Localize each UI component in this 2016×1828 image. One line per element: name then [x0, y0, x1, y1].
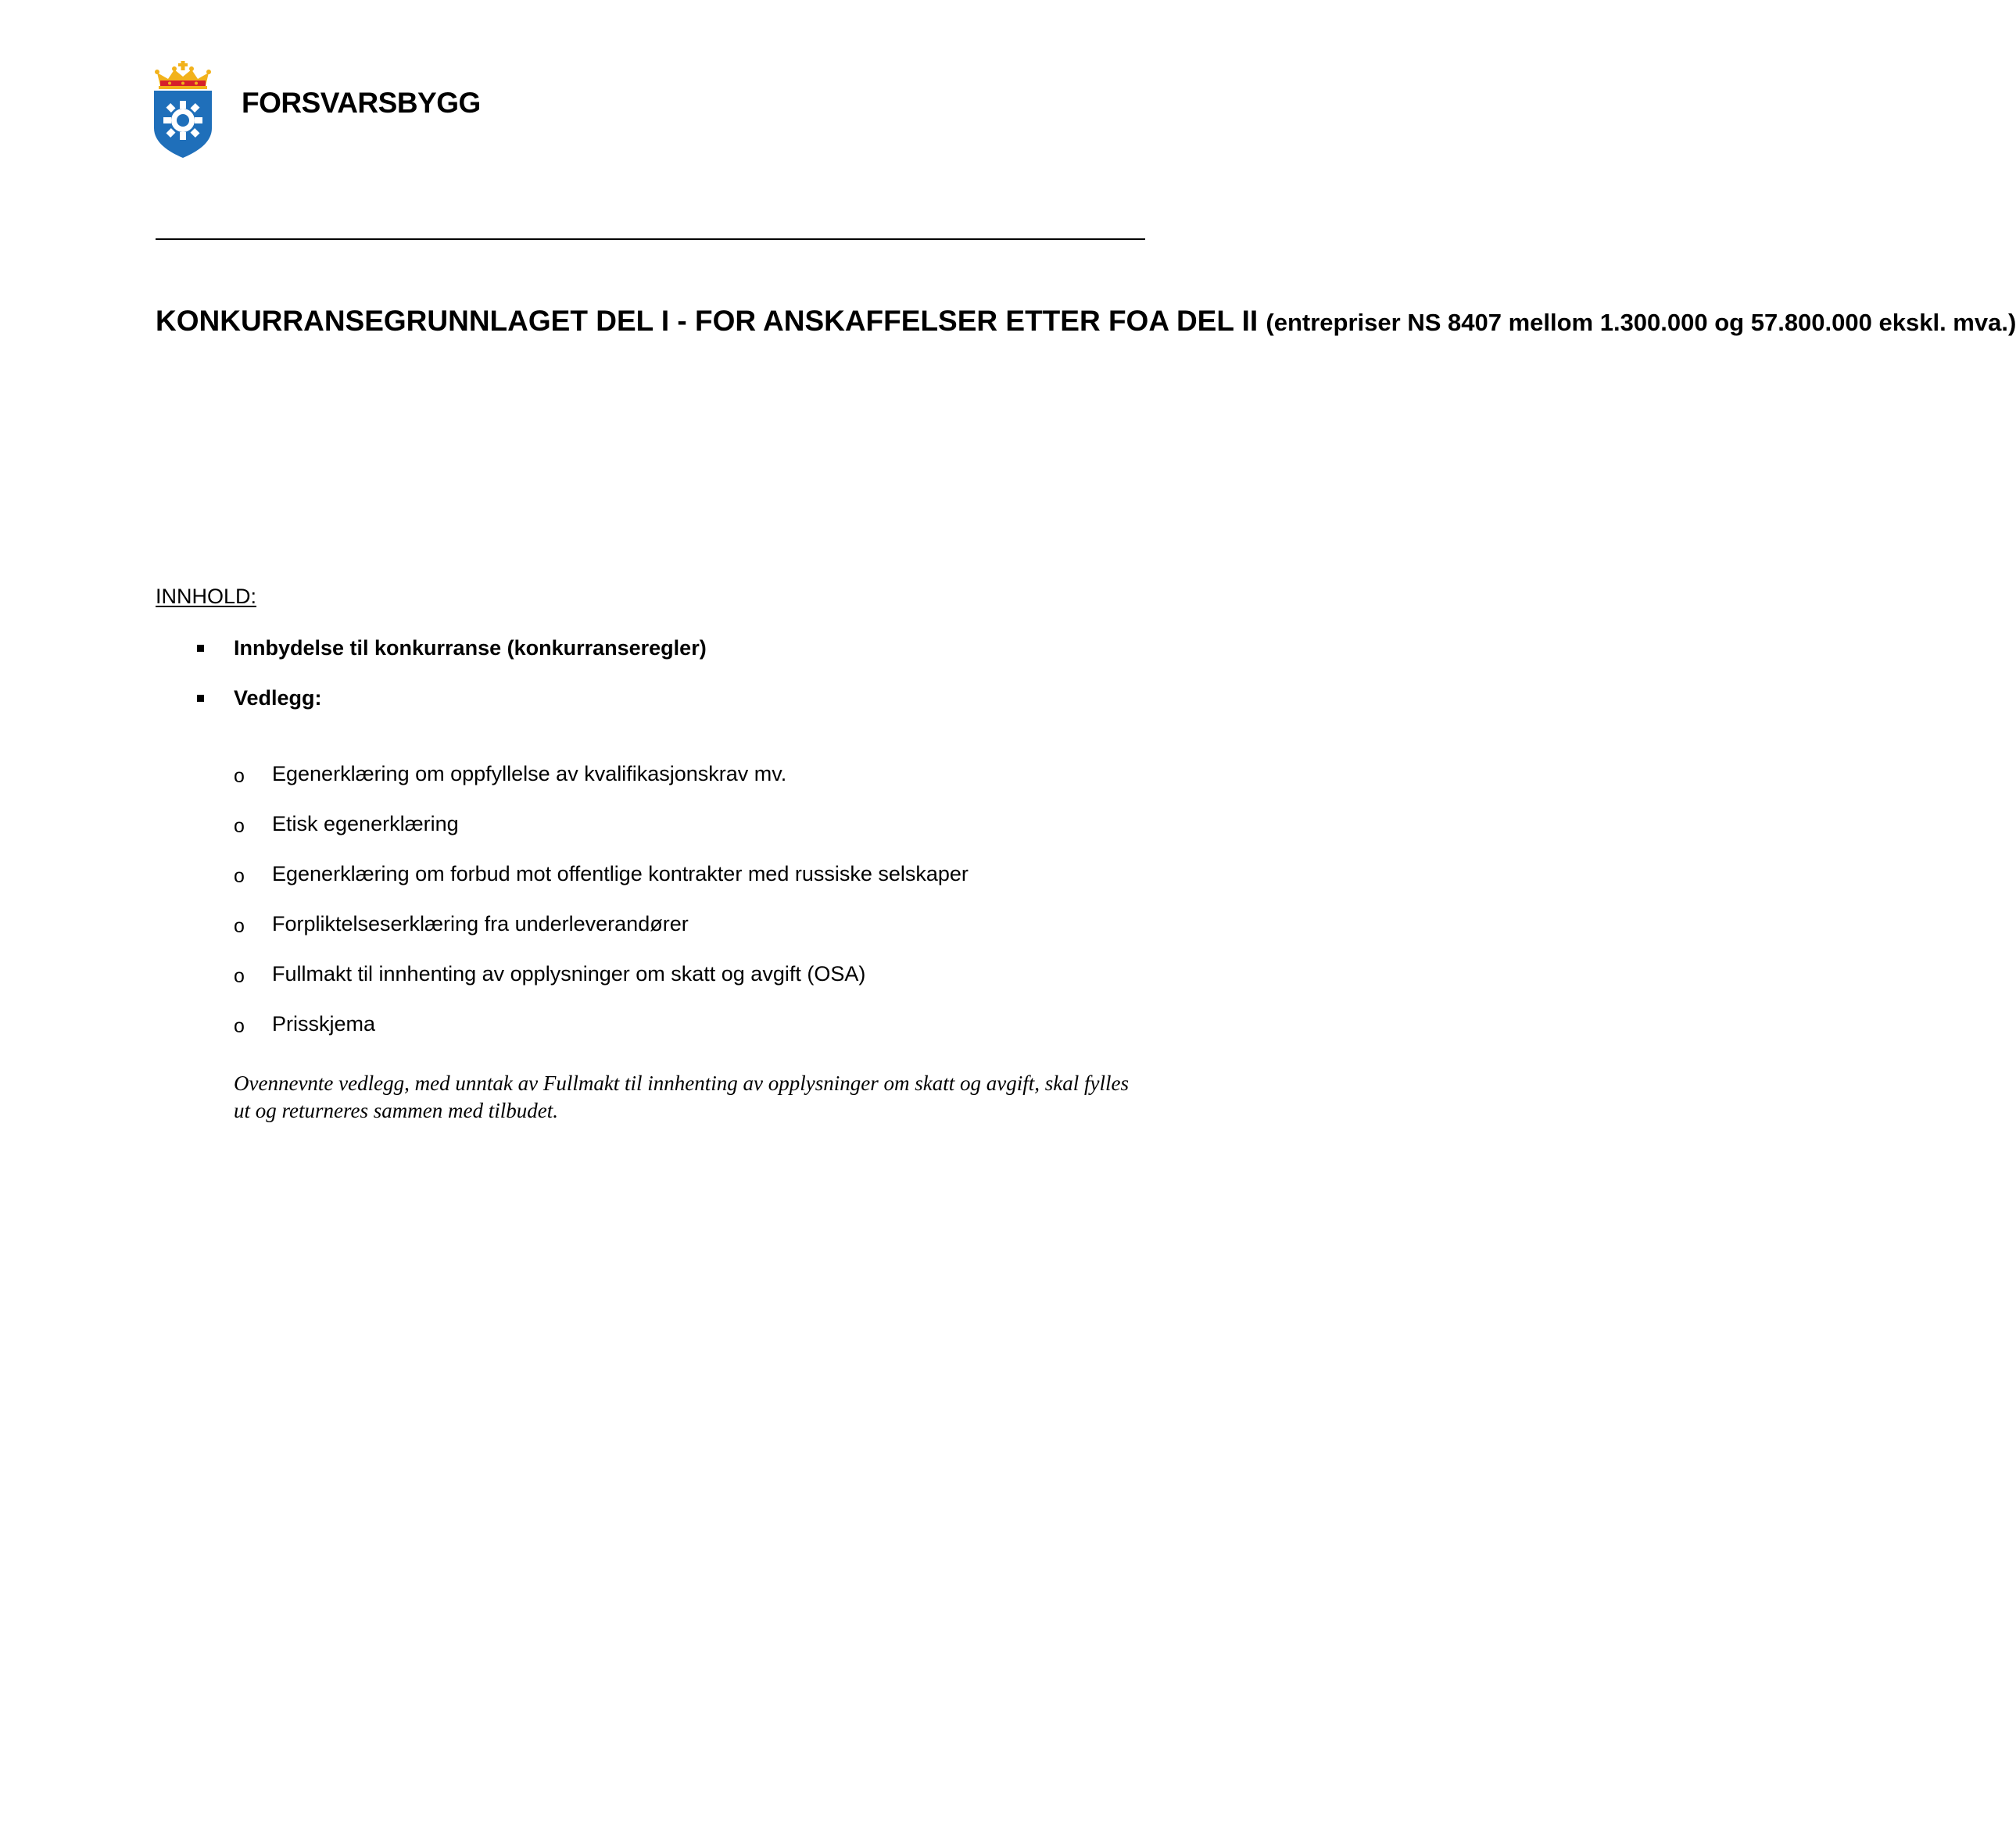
list-item-label: Innbydelse til konkurranse (konkurranseregler) [234, 636, 707, 660]
list-item-label: Vedlegg: [234, 686, 322, 710]
circle-bullet-icon: o [234, 1015, 245, 1037]
document-title [156, 303, 2016, 341]
attachment-item [0, 910, 1293, 942]
attachments-note: Ovennevnte vedlegg, med unntak av Fullmakt til innhenting av opplysninger om skatt og avgift, skal fylles ut og returneres sammen med tilbudet. [234, 1071, 1129, 1122]
square-bullet-icon [197, 695, 204, 702]
attachment-item [0, 860, 1293, 892]
document-title-main: KONKURRANSEGRUNNLAGET DEL I - FOR ANSKAFFELSER ETTER FOA DEL II [156, 305, 1259, 337]
attachment-label: Egenerklæring om forbud mot offentlige kontrakter med russiske selskaper [272, 862, 969, 885]
circle-bullet-icon: o [234, 865, 245, 887]
circle-bullet-icon: o [234, 915, 245, 937]
crowned-shield-emblem-icon [154, 59, 212, 159]
organization-wordmark: FORSVARSBYGG [242, 87, 481, 119]
circle-bullet-icon: o [234, 765, 245, 787]
attachment-item [0, 961, 1293, 992]
attachment-item [0, 1011, 1293, 1042]
attachment-label: Etisk egenerklæring [272, 812, 459, 835]
list-item [0, 685, 1293, 716]
attachment-label: Fullmakt til innhenting av opplysninger om skatt og avgift (OSA) [272, 962, 866, 986]
document-title-subtitle: (entrepriser NS 8407 mellom 1.300.000 og 57.800.000 ekskl. mva.) [1266, 309, 2016, 336]
header-divider [156, 238, 1145, 240]
list-item [0, 635, 1293, 666]
attachment-label: Egenerklæring om oppfyllelse av kvalifikasjonskrav mv. [272, 762, 787, 785]
attachment-item [0, 810, 1293, 842]
attachment-label: Forpliktelseserklæring fra underleverandører [272, 912, 689, 935]
attachment-item [0, 760, 1293, 792]
circle-bullet-icon: o [234, 815, 245, 837]
attachment-label: Prisskjema [272, 1012, 376, 1036]
square-bullet-icon [197, 645, 204, 652]
contents-heading: INNHOLD: [156, 585, 257, 608]
circle-bullet-icon: o [234, 965, 245, 987]
